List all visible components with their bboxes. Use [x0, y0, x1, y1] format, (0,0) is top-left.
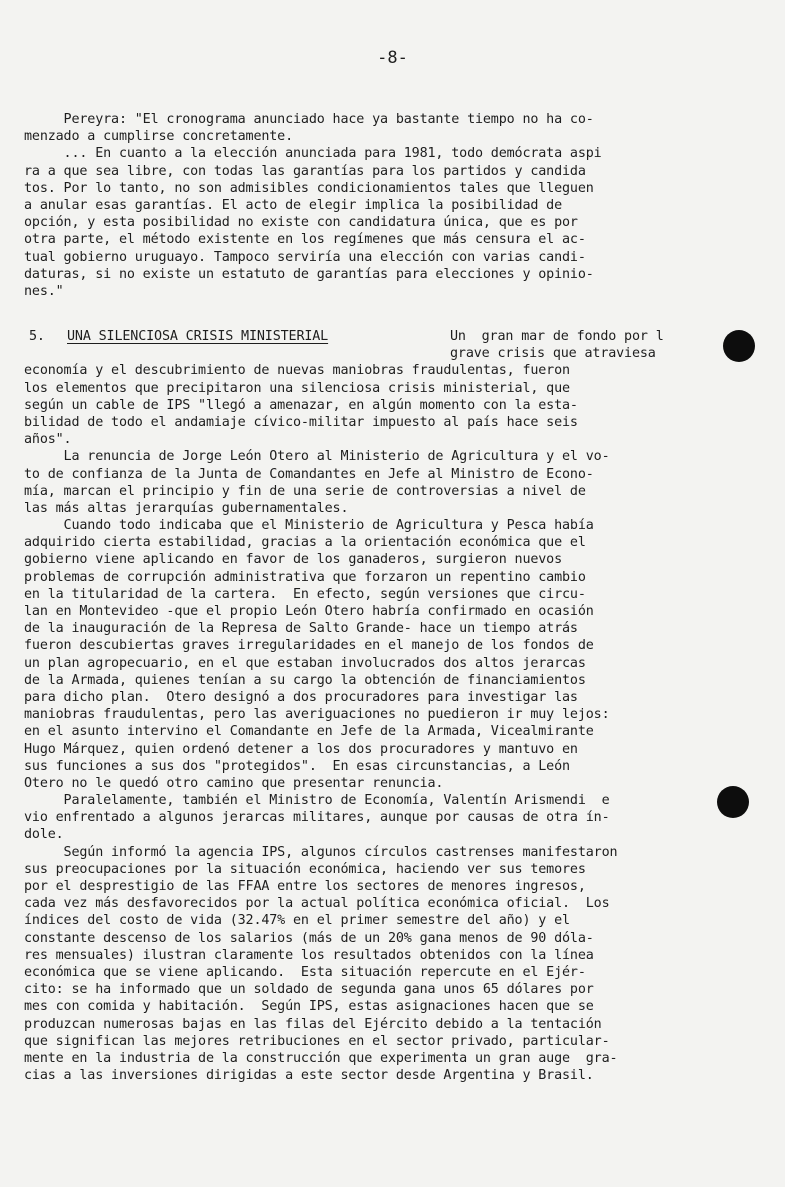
heading-continuation-1: Un gran mar de fondo por l	[450, 329, 664, 344]
text-line: mía, marcan el principio y fin de una serie de controversias a nivel de	[24, 483, 586, 499]
text-line: Cuando todo indicaba que el Ministerio de Agricultura y Pesca había	[24, 518, 594, 534]
text-line: índices del costo de vida (32.47% en el primer semestre del año) y el	[24, 913, 570, 929]
text-line: por el desprestigio de las FFAA entre los sectores de menores ingresos,	[24, 879, 586, 894]
punch-hole	[723, 330, 755, 362]
text-line: de la Armada, quienes tenían a su cargo la obtención de financiamientos	[24, 672, 586, 688]
text-line: que significan las mejores retribuciones en el sector privado, particular-	[24, 1033, 610, 1049]
text-line: Otero no le quedó otro camino que presentar renuncia.	[24, 775, 444, 791]
text-line: La renuncia de Jorge León Otero al Ministerio de Agricultura y el vo-	[24, 449, 610, 465]
text-line: mes con comida y habitación. Según IPS, estas asignaciones hacen que se	[24, 999, 594, 1015]
text-line: vio enfrentado a algunos jerarcas militares, aunque por causas de otra ín-	[24, 810, 610, 826]
text-line: maniobras fraudulentas, pero las averiguaciones no puedieron ir muy lejos:	[24, 707, 610, 723]
heading-row-2	[24, 345, 764, 362]
text-line: produzcan numerosas bajas en las filas del Ejército debido a la tentación	[24, 1016, 602, 1032]
text-line: bilidad de todo el andamiaje cívico-militar impuesto al país hace seis	[24, 414, 578, 430]
text-line: cias a las inversiones dirigidas a este sector desde Argentina y Brasil.	[24, 1068, 594, 1084]
text-line: constante descenso de los salarios (más de un 20% gana menos de 90 dóla-	[24, 930, 594, 946]
text-line: a anular esas garantías. El acto de elegir implica la posibilidad de	[24, 197, 563, 213]
text-line: en la titularidad de la cartera. En efecto, según versiones que circu-	[24, 586, 586, 602]
section-heading	[24, 328, 764, 345]
text-line: cada vez más desfavorecidos por la actual política económica oficial. Los	[24, 896, 610, 912]
text-line: ra a que sea libre, con todas las garantías para los partidos y candida	[24, 163, 586, 179]
page-number: -8-	[377, 48, 408, 68]
text-line: problemas de corrupción administrativa que forzaron un repentino cambio	[24, 569, 586, 585]
text-line: cito: se ha informado que un soldado de segunda gana unos 65 dólares por	[24, 982, 594, 998]
text-line: nes."	[24, 283, 64, 299]
text-line: Pereyra: "El cronograma anunciado hace ya bastante tiempo no ha co-	[24, 112, 594, 127]
text-line: de la inauguración de la Represa de Salto Grande- hace un tiempo atrás	[24, 621, 578, 637]
section-number: 5.	[29, 329, 45, 344]
text-line: dole.	[24, 827, 64, 843]
text-line: opción, y esta posibilidad no existe con candidatura única, que es por	[24, 215, 578, 231]
text-line: en el asunto intervino el Comandante en Jefe de la Armada, Vicealmirante	[24, 724, 594, 740]
text-line: los elementos que precipitaron una silenciosa crisis ministerial, que	[24, 380, 570, 396]
text-line: gobierno viene aplicando en favor de los ganaderos, surgieron nuevos	[24, 552, 563, 568]
text-line: to de confianza de la Junta de Comandantes en Jefe al Ministro de Econo-	[24, 466, 594, 482]
text-line: fueron descubiertas graves irregularidades en el manejo de los fondos de	[24, 638, 594, 654]
text-line: sus preocupaciones por la situación económica, haciendo ver sus temores	[24, 861, 586, 877]
text-line: económica que se viene aplicando. Esta situación repercute en el Ejér-	[24, 964, 586, 980]
section-5	[24, 328, 764, 1084]
text-line: otra parte, el método existente en los regímenes que más censura el ac-	[24, 232, 586, 248]
text-line: lan en Montevideo -que el propio León Otero habría confirmado en ocasión	[24, 604, 594, 619]
text-line: para dicho plan. Otero designó a dos procuradores para investigar las	[24, 689, 578, 705]
text-line: Según informó la agencia IPS, algunos círculos castrenses manifestaron	[24, 844, 618, 860]
text-line: economía y el descubrimiento de nuevas maniobras fraudulentas, fueron	[24, 363, 570, 379]
text-line: tual gobierno uruguayo. Tampoco serviría una elección con varias candi-	[24, 249, 586, 265]
text-line: daturas, si no existe un estatuto de garantías para elecciones y opinio-	[24, 266, 594, 282]
text-line: menzado a cumplirse concretamente.	[24, 129, 294, 145]
text-line: un plan agropecuario, en el que estaban involucrados dos altos jerarcas	[24, 655, 586, 671]
text-line: años".	[24, 432, 72, 448]
text-line: sus funciones a sus dos "protegidos". En esas circunstancias, a León	[24, 758, 570, 774]
text-line: Paralelamente, también el Ministro de Economía, Valentín Arismendi e	[24, 793, 610, 809]
text-line: Hugo Márquez, quien ordenó detener a los dos procuradores y mantuvo en	[24, 741, 578, 757]
text-line: mente en la industria de la construcción que experimenta un gran auge gra-	[24, 1050, 618, 1066]
text-line: adquirido cierta estabilidad, gracias a la orientación económica que el	[24, 535, 586, 551]
text-line: res mensuales) ilustran claramente los resultados obtenidos con la línea	[24, 947, 594, 963]
section-body	[24, 362, 764, 1084]
text-line: tos. Por lo tanto, no son admisibles condicionamientos tales que lleguen	[24, 180, 594, 196]
section-title: UNA SILENCIOSA CRISIS MINISTERIAL	[67, 329, 329, 344]
heading-continuation-2: grave crisis que atraviesa	[450, 346, 656, 362]
punch-hole	[717, 786, 749, 818]
text-line: las más altas jerarquías gubernamentales.	[24, 500, 349, 516]
text-line: ... En cuanto a la elección anunciada para 1981, todo demócrata aspi	[24, 146, 602, 162]
intro-quote	[24, 111, 764, 300]
text-line: según un cable de IPS "llegó a amenazar, en algún momento con la esta-	[24, 397, 578, 413]
